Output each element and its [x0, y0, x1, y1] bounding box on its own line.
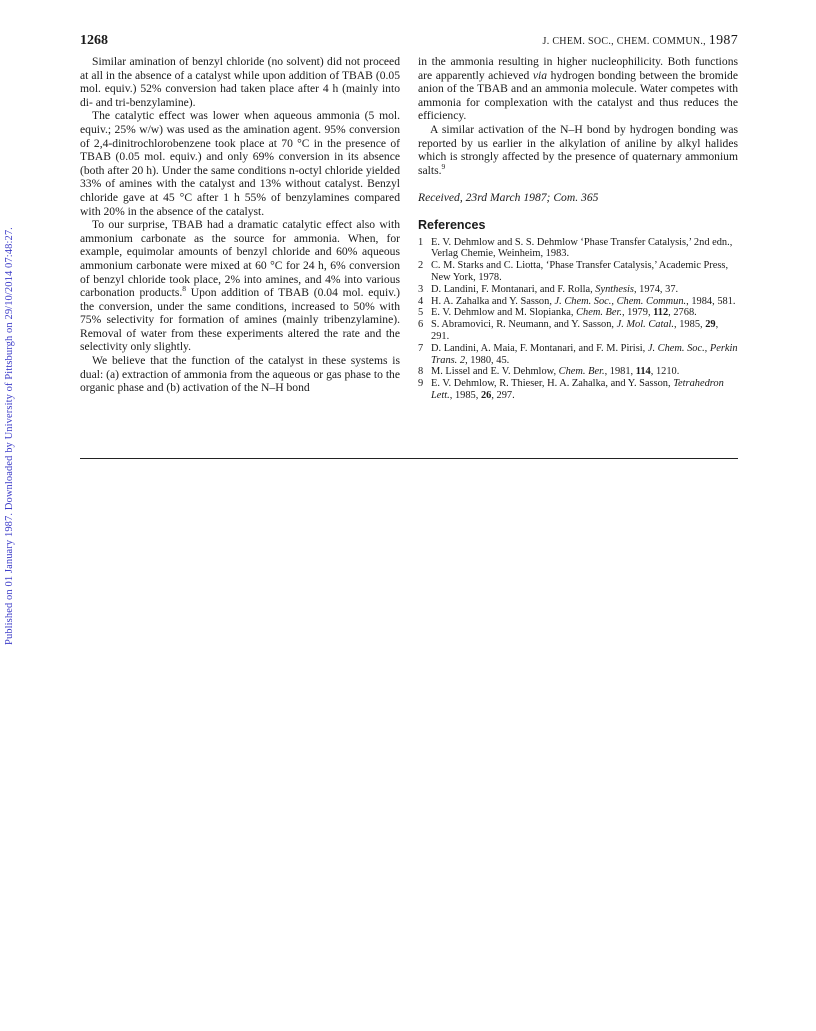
- page-number: 1268: [80, 33, 108, 48]
- reference-text: [431, 343, 738, 367]
- paragraph: Similar amination of benzyl chloride (no solvent) did not proceed at all in the absence of a catalyst while upon addition of TBAB (0.05 mol. equiv.) 52% conversion had taken place after 4 h (mainly into di- and tri-benzylamine).: [80, 55, 400, 109]
- reference-part: , 1980, 45.: [465, 354, 510, 366]
- reference-part: , 1210.: [650, 366, 680, 378]
- reference-part: C. M. Starks and C. Liotta, ‘Phase Transfer Catalysis,’ Academic Press, New York, 1978.: [431, 260, 729, 283]
- reference-volume: 29: [705, 319, 716, 331]
- reference-text: [431, 284, 738, 296]
- reference-part: , 297.: [491, 389, 515, 401]
- received-line: Received, 23rd March 1987; Com. 365: [418, 191, 599, 205]
- reference-item: [418, 343, 738, 367]
- reference-text: [431, 296, 738, 308]
- reference-journal: J. Chem. Soc., Chem. Commun.: [554, 295, 687, 307]
- reference-text: [431, 378, 738, 402]
- paragraph: We believe that the function of the catalyst in these systems is dual: (a) extraction of ammonia from the aqueous or gas phase to the organic phase and (b) activation of the N–H bond: [80, 354, 400, 395]
- reference-item: [418, 284, 738, 296]
- reference-part: , 1981,: [604, 366, 636, 378]
- reference-number: 4: [418, 295, 424, 307]
- reference-part: E. V. Dehmlow and S. S. Dehmlow ‘Phase Transfer Catalysis,’ 2nd edn., Verlag Chemie, Weinheim, 1983.: [431, 236, 733, 260]
- reference-volume: 26: [480, 389, 492, 401]
- reference-item: [418, 296, 738, 308]
- paragraph: The catalytic effect was lower when aqueous ammonia (5 mol. equiv.; 25% w/w) was used as the amination agent. 95% conversion of 2,4-dinitrochlorobenzene took place at 70 °C in the presence of TBAB (0.05 mol. equiv.) and only 69% conversion in its absence (both after 20 h). Under the same conditions n-octyl chloride yielded 33% of amines with the catalyst and 13% without catalyst. Benzyl chloride gave at 45 °C after 1 h 55% of benzylamines compared with 20% in the absence of the catalyst.: [80, 109, 400, 218]
- paragraph-text: Upon addition of TBAB (0.04 mol. equiv.) the conversion, under the same conditions, increased to 50% with 75% selectivity for formation of amines (mainly tribenzylamine). Removal of water from these experiments altered the rate and the selectivity only slightly.: [80, 286, 400, 354]
- reference-text: [431, 260, 738, 284]
- reference-journal: Synthesis: [595, 283, 634, 295]
- reference-journal: J. Mol. Catal.: [616, 319, 675, 331]
- left-column: [80, 55, 400, 395]
- paragraph: [418, 123, 738, 177]
- emphasis: via: [532, 68, 548, 82]
- reference-item: [418, 319, 738, 343]
- references-list: [418, 237, 738, 402]
- reference-item: [418, 307, 738, 319]
- paragraph: [418, 55, 738, 123]
- reference-part: E. V. Dehmlow and M. Slopianka,: [431, 307, 577, 319]
- reference-text: [431, 366, 738, 378]
- reference-volume: 114: [635, 366, 651, 378]
- reference-text: [431, 319, 738, 343]
- reference-part: , 1974, 37.: [633, 283, 679, 295]
- paragraph-text: hydrogen bonding between the bromide anion of the TBAB and an ammonia molecule. Water competes with ammonia for complexation with the catalyst and thus reduces the efficiency.: [418, 68, 738, 123]
- reference-part: , 1985,: [449, 389, 481, 401]
- reference-part: S. Abramovici, R. Neumann, and Y. Sasson,: [431, 319, 617, 331]
- reference-number: 8: [418, 366, 424, 378]
- reference-number: 1: [418, 236, 424, 248]
- paragraph-text: A similar activation of the N–H bond by hydrogen bonding was reported by us earlier in the alkylation of aniline by alkyl halides which is strongly affected by the presence of quaternary ammonium salts.: [418, 122, 738, 177]
- reference-journal: Tetrahedron Lett.: [431, 378, 724, 401]
- reference-part: D. Landini, A. Maia, F. Montanari, and F. M. Pirisi,: [431, 342, 648, 354]
- reference-journal: Chem. Ber.: [576, 307, 622, 319]
- reference-text: [431, 237, 738, 261]
- right-column: [418, 55, 738, 402]
- bottom-rule: [80, 458, 738, 459]
- reference-item: [418, 260, 738, 284]
- reference-part: D. Landini, F. Montanari, and F. Rolla,: [431, 283, 596, 295]
- reference-number: 9: [418, 378, 424, 390]
- reference-part: , 1985,: [674, 319, 706, 331]
- reference-part: H. A. Zahalka and Y. Sasson,: [431, 295, 555, 307]
- reference-number: 2: [418, 260, 424, 272]
- paragraph-text: To our surprise, TBAB had a dramatic catalytic effect also with ammonium carbonate as the source for ammonia. When, for example, equimolar amounts of benzyl chloride and 60% aqueous ammonium carbonate were mixed at 60 °C for 24 h, 6% conversion of benzyl chloride took place, 2% into amines, and 4% into various carbonation products.: [80, 218, 400, 300]
- reference-item: [418, 237, 738, 261]
- journal-year: 1987: [708, 33, 738, 48]
- running-head: [543, 33, 738, 49]
- reference-part: , 291.: [431, 319, 719, 342]
- reference-journal: Chem. Ber.: [558, 366, 605, 378]
- reference-part: , 2768.: [668, 307, 697, 319]
- paragraph-text: in the ammonia resulting in higher nucleophilicity. Both functions are apparently achieved: [418, 55, 738, 82]
- reference-part: M. Lissel and E. V. Dehmlow,: [431, 366, 559, 378]
- citation-ref[interactable]: 8: [182, 284, 187, 294]
- reference-item: [418, 378, 738, 402]
- download-notice[interactable]: Published on 01 January 1987. Downloaded by University of Pittsburgh on 29/10/2014 07:48:27.: [4, 227, 15, 645]
- citation-ref[interactable]: 9: [441, 161, 446, 171]
- reference-number: 7: [418, 342, 424, 354]
- reference-part: , 1979,: [621, 307, 654, 319]
- reference-number: 5: [418, 307, 424, 319]
- reference-part: E. V. Dehmlow, R. Thieser, H. A. Zahalka, and Y. Sasson,: [431, 378, 674, 390]
- journal-name: J. CHEM. SOC., CHEM. COMMUN.,: [542, 36, 706, 47]
- reference-volume: 112: [653, 307, 669, 319]
- reference-item: [418, 366, 738, 378]
- reference-text: [431, 307, 738, 319]
- reference-journal: J. Chem. Soc., Perkin Trans. 2: [431, 342, 738, 366]
- references-heading: References: [418, 217, 486, 232]
- reference-part: , 1984, 581.: [686, 295, 736, 307]
- paragraph: [80, 218, 400, 354]
- reference-number: 3: [418, 283, 424, 295]
- reference-number: 6: [418, 319, 424, 331]
